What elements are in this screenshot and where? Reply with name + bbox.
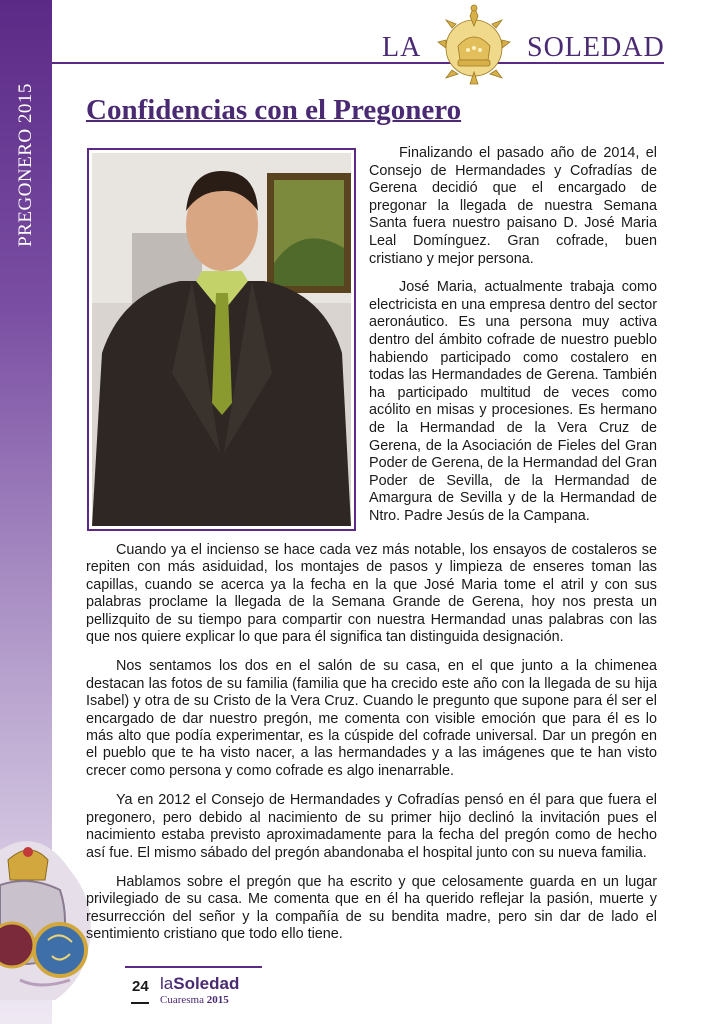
footer-rule [125,966,262,968]
footer-brand [160,974,239,994]
article-body [86,542,657,956]
paragraph: Nos sentamos los dos en el salón de su casa, en el que junto a la chimenea destacan las fotos de su familia (familia que ha crecido este año con la llegada de su hija Isabel) y otra de su Cristo de la Vera Cruz. Cuando le pregunto que supone para él ser el encargado de dar nuestro pregón, me comenta con visible emoción que para él es lo más alto que podía experimentar, es la cúspide del cofrade universal. Dar un pregón en el pueblo que te ha visto nacer, a las hermandades y a las imágenes que te han visto crecer como persona y como cofrade es algo inenarrable. [86,658,657,779]
masthead-left: LA [382,32,422,63]
paragraph: Hablamos sobre el pregón que ha escrito y que celosamente guarda en un lugar privilegiado de su casa. Me comenta que en él ha querido reflejar la pasión, muerte y resurrección del señor y la compañía de su bendita madre, pero sin dar de lado el sentimiento cristiano que todo ello tiene. [86,873,657,943]
page-number-underline [131,1002,149,1004]
paragraph: Finalizando el pasado año de 2014, el Consejo de Hermandades y Cofradías de Gerena decidió que el encargado de pregonar la llegada de nuestra Semana Santa fuera nuestro paisano D. José Maria Leal Domínguez. Gran cofrade, buen cristiano y mejor persona. [369,145,657,267]
paragraph: Cuando ya el incienso se hace cada vez más notable, los ensayos de costaleros se repiten con más asiduidad, los montajes de pasos y limpieza de enseres toman las capillas, cuando se acerca ya la fecha en la que José Maria tome el atril y con sus palabras proclame la llegada de la Semana Grande de Gerena, hoy nos presta un pellizquito de su tiempo para compartir con nuestra Hermandad unas palabras con las que nos quiere explicar lo que para él significa tan distinguida designación. [86,542,657,646]
page-number: 24 [132,978,149,995]
masthead-right: SOLEDAD [527,32,665,63]
crown-emblem-icon [428,2,520,86]
footer-brand-bold: Soledad [173,974,240,993]
paragraph: Ya en 2012 el Consejo de Hermandades y Cofradías pensó en él para que fuera el pregonero, pero debido al nacimiento de su primer hijo declinó la invitación pues el nacimiento estaba previsto aproximadamente para la fecha del pregón como de hecho así fue. El mismo sábado del pregón abandonaba el hospital junto con su nueva familia. [86,792,657,861]
paragraph: José Maria, actualmente trabaja como electricista en una empresa dentro del sector aeronáutico. Es una persona muy activa dentro del ámbito cofrade de nuestro pueblo habiendo participado como costalero en todas las Hermandades de Gerena. También ha participado multitud de veces como acólito en misas y procesiones. Es hermano de la Hermandad de la Vera Cruz de Gerena, de la Asociación de Fieles del Gran Poder de Gerena, de la Hermandad del Gran Poder de Sevilla, de la Hermandad de Amargura de Sevilla y de la Hermandad de Ntro. Padre Jesús de la Campana. [369,279,657,524]
footer-brand-light: la [160,974,174,993]
footer-issue [160,994,229,1006]
sidebar-label: PREGONERO 2015 [15,83,36,247]
portrait-photo-frame [87,148,356,531]
footer-issue-year: 2015 [206,994,229,1006]
article-right-column [369,145,657,536]
article-title: Confidencias con el Pregonero [86,94,462,126]
footer-issue-word: Cuaresma [160,994,204,1006]
brotherhood-crest-icon [0,830,100,1000]
portrait-photo [92,153,351,526]
